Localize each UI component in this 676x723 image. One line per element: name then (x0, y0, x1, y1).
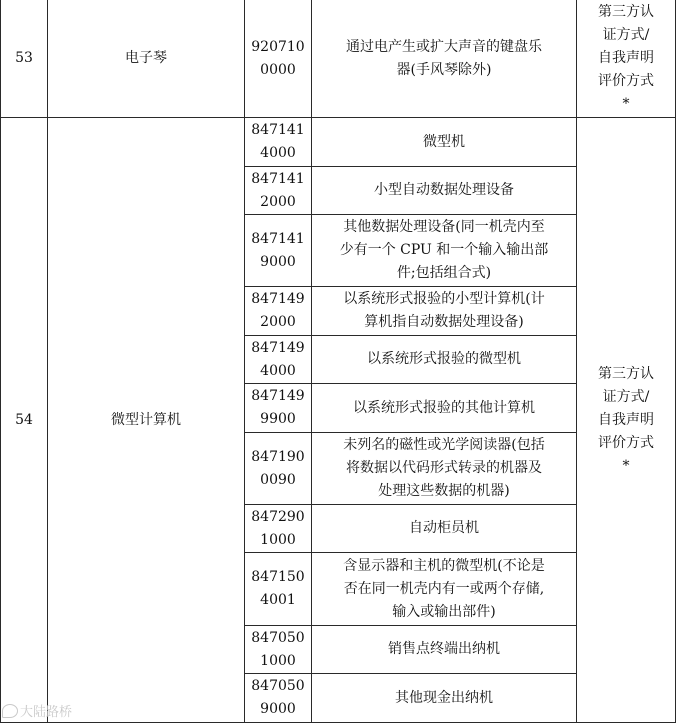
table-row (1, 0, 676, 118)
hs-code: 847149 2000 (245, 287, 312, 336)
hs-code: 847150 4001 (245, 553, 312, 626)
code-description: 销售点终端出纳机 (312, 626, 577, 674)
code-description: 自动柜员机 (312, 505, 577, 553)
watermark-text: 大陆路桥 (20, 705, 73, 720)
evaluation-method: 第三方认 证方式/ 自我声明 评价方式 * (577, 118, 676, 723)
hs-code: 847141 9000 (245, 215, 312, 287)
code-description: 以系统形式报验的微型机 (312, 336, 577, 384)
code-description: 以系统形式报验的小型计算机(计 算机指自动数据处理设备) (312, 287, 577, 336)
product-name: 电子琴 (48, 0, 245, 118)
weibo-logo-icon (2, 704, 18, 718)
hs-code: 847050 1000 (245, 626, 312, 674)
evaluation-method: 第三方认 证方式/ 自我声明 评价方式 * (577, 0, 676, 118)
table-row (1, 118, 676, 167)
product-name: 微型计算机 (48, 118, 245, 723)
code-description: 小型自动数据处理设备 (312, 167, 577, 215)
hs-code: 847149 4000 (245, 336, 312, 384)
code-description: 微型机 (312, 118, 577, 167)
watermark (2, 701, 72, 720)
hs-code: 847190 0090 (245, 433, 312, 505)
hs-code: 847141 4000 (245, 118, 312, 167)
row-number: 54 (1, 118, 48, 723)
row-number: 53 (1, 0, 48, 118)
code-description: 其他现金出纳机 (312, 674, 577, 723)
hs-code: 847050 9000 (245, 674, 312, 723)
code-description: 以系统形式报验的其他计算机 (312, 384, 577, 433)
hs-code: 920710 0000 (245, 0, 312, 118)
hs-code: 847149 9900 (245, 384, 312, 433)
code-description: 其他数据处理设备(同一机壳内至 少有一个 CPU 和一个输入输出部 件;包括组合式) (312, 215, 577, 287)
hs-code: 847141 2000 (245, 167, 312, 215)
hs-code: 847290 1000 (245, 505, 312, 553)
code-description: 未列名的磁性或光学阅读器(包括 将数据以代码形式转录的机器及 处理这些数据的机器) (312, 433, 577, 505)
code-description: 含显示器和主机的微型机(不论是 否在同一机壳内有一或两个存储, 输入或输出部件) (312, 553, 577, 626)
code-description: 通过电产生或扩大声音的键盘乐 器(手风琴除外) (312, 0, 577, 118)
